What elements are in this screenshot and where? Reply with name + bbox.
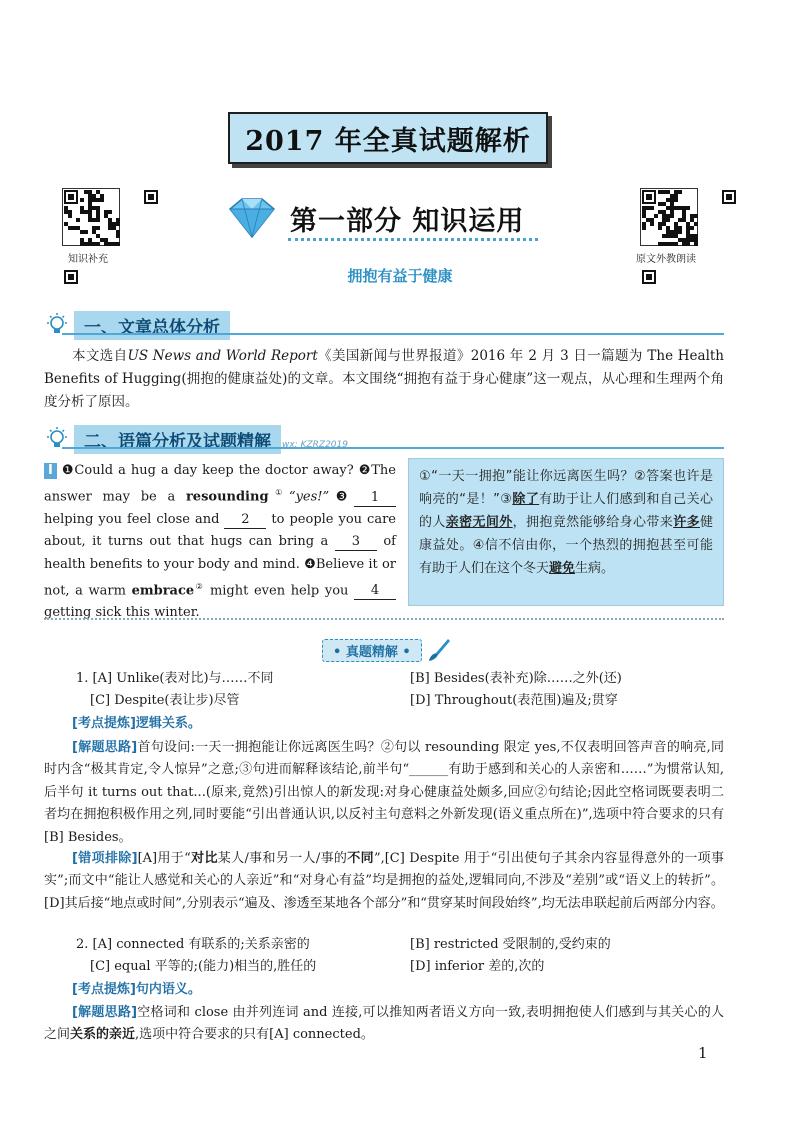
qr-module xyxy=(116,234,120,238)
q1-solution: [解题思路]首句设问:一天一拥抱能让你远离医生吗？②句以 resounding 限定 yes,不仅表明回答声音的响亮,同时内含“极其肯定,令人惊异”之意;③句进而解释该结论,前半句“______有助于感到和关心的人亲密和……”为惯常认知,后半句 it turns out that...(原来,竟然)引出惊人的新发现:对身心健康益处颇多,回应②句结论;因此空格词既要表明二者均在拥抱积极作用之列,同时要能“引出普通认识,以反衬主句意料之外新发现(语义重点所在)”,选项中符合要求的只有[B] Besides。 xyxy=(44,740,725,845)
blank-1[interactable]: 1 xyxy=(354,489,396,507)
q1-key-point: [考点提炼]逻辑关系。 xyxy=(72,716,201,731)
banner-label: • 真题精解 • xyxy=(322,639,422,662)
overview-paragraph: 本文选自US News and World Report《美国新闻与世界报道》2016 年 2 月 3 日一篇题为 The Health Benefits of Hugging(拥抱的健康益处)的文章。本文围绕“拥抱有益于身心健康”这一观点，从心理和生理两个角度分析了原因。 xyxy=(44,348,725,410)
qr-module xyxy=(694,242,698,246)
qr-module xyxy=(100,198,104,202)
qr-module xyxy=(678,190,682,194)
qr-module xyxy=(686,206,690,210)
section-rule-2 xyxy=(62,447,724,449)
article-subtitle: 拥抱有益于健康 xyxy=(347,267,453,285)
qr-code-reading[interactable] xyxy=(640,188,698,246)
q2-key-point: [考点提炼]句内语义。 xyxy=(72,982,201,997)
qr-module xyxy=(84,230,88,234)
blank-4[interactable]: 4 xyxy=(354,582,396,600)
page-title: 2017 年全真试题解析 xyxy=(228,112,548,164)
qr-module xyxy=(650,206,654,210)
passage-paragraph: Ⅰ ❶Could a hug a day keep the doctor away? ❷The answer may be a resounding①“yes!”❸ 1 helping you feel close and 2 to people you care about, it turns out that hugs can bring a 3 of health benefits to your body and mind. ❹Believe it or not, a warm embrace② might even help you 4 getting sick this winter. xyxy=(44,463,397,621)
qr-module xyxy=(678,230,682,234)
qr-module xyxy=(670,214,674,218)
part-title: 第一部分 知识运用 xyxy=(290,205,525,237)
section-tag: wx: KZRZ2019 xyxy=(282,440,348,450)
qr-module xyxy=(694,214,698,218)
qr-finder xyxy=(726,194,732,200)
q2-option-c[interactable]: [C] equal 平等的;(能力)相当的,胜任的 xyxy=(90,959,317,974)
q1-option-a[interactable]: 1. [A] Unlike(表对比)与……不同 xyxy=(76,671,274,686)
dotted-divider xyxy=(44,618,724,620)
section-heading-2 xyxy=(44,424,281,454)
q1-option-b[interactable]: [B] Besides(表补充)除……之外(还) xyxy=(410,671,622,686)
qr-module xyxy=(654,214,658,218)
qr-module xyxy=(642,226,646,230)
paragraph-number: Ⅰ xyxy=(44,463,57,479)
section-title-1: 一、文章总体分析 xyxy=(74,311,230,340)
q2-option-a[interactable]: 2. [A] connected 有联系的;关系亲密的 xyxy=(76,937,310,952)
q1-distractor-analysis: [错项排除][A]用于“对比某人/事和另一人/事的不同”,[C] Despite 用于“引出使句子其余内容显得意外的一项事实”;而文中“能让人感觉和关心的人亲近”和“对身心有益”均是拥抱的益处,逻辑同向,不涉及“差别”或“语义上的转折”。[D]其后接“地点或时间”,分别表示“遍及、渗透至某地各个部分”和“贯穿某时间段始终”,均无法串联起前后两部分内容。 xyxy=(44,851,724,911)
translation-box: ①“一天一拥抱”能让你远离医生吗？②答案也许是响亮的“是！”③除了有助于让人们感到和自己关心的人亲密无间外，拥抱竟然能够给身心带来许多健康益处。④信不信由你，一个热烈的拥抱甚至可能有助于人们在这个冬天避免生病。 xyxy=(408,458,724,606)
q1-option-c[interactable]: [C] Despite(表让步)尽管 xyxy=(90,693,240,708)
qr-module xyxy=(674,198,678,202)
qr-module xyxy=(96,226,100,230)
qr-module xyxy=(108,210,112,214)
qr-module xyxy=(658,226,662,230)
qr-module xyxy=(68,214,72,218)
qr-module xyxy=(666,218,670,222)
blank-3[interactable]: 3 xyxy=(335,533,377,551)
qr-module xyxy=(650,222,654,226)
qr-finder xyxy=(148,194,154,200)
qr-module xyxy=(96,218,100,222)
qr-label-reading: 原文外教朗读 xyxy=(636,254,696,265)
q2-option-b[interactable]: [B] restricted 受限制的,受约束的 xyxy=(410,937,611,952)
qr-finder xyxy=(68,194,74,200)
qr-module xyxy=(674,242,678,246)
qr-module xyxy=(694,222,698,226)
qr-module xyxy=(96,242,100,246)
qr-module xyxy=(116,242,120,246)
analysis-banner xyxy=(322,638,452,662)
q1-option-d[interactable]: [D] Throughout(表范围)遍及;贯穿 xyxy=(410,693,618,708)
q2-solution: [解题思路]空格词和 close 由并列连词 and 连接,可以推知两者语义方向一致,表明拥抱使人们感到与其关心的人之间关系的亲近,选项中符合要求的只有[A] connected。 xyxy=(44,1005,724,1043)
diamond-icon xyxy=(222,195,282,241)
part-divider xyxy=(288,238,538,241)
q2-option-d[interactable]: [D] inferior 差的,次的 xyxy=(410,959,545,974)
section-heading-1 xyxy=(44,310,230,340)
qr-code-knowledge[interactable] xyxy=(62,188,120,246)
qr-module xyxy=(116,222,120,226)
qr-module xyxy=(686,242,690,246)
page-number: 1 xyxy=(698,1044,708,1062)
qr-finder xyxy=(646,194,652,200)
qr-module xyxy=(80,198,84,202)
qr-label-knowledge: 知识补充 xyxy=(68,254,108,265)
brush-icon xyxy=(426,637,452,663)
section-title-2: 二、语篇分析及试题精解 xyxy=(74,425,281,454)
qr-module xyxy=(690,226,694,230)
qr-module xyxy=(76,218,80,222)
blank-2[interactable]: 2 xyxy=(224,511,266,529)
section-rule-1 xyxy=(62,333,724,335)
